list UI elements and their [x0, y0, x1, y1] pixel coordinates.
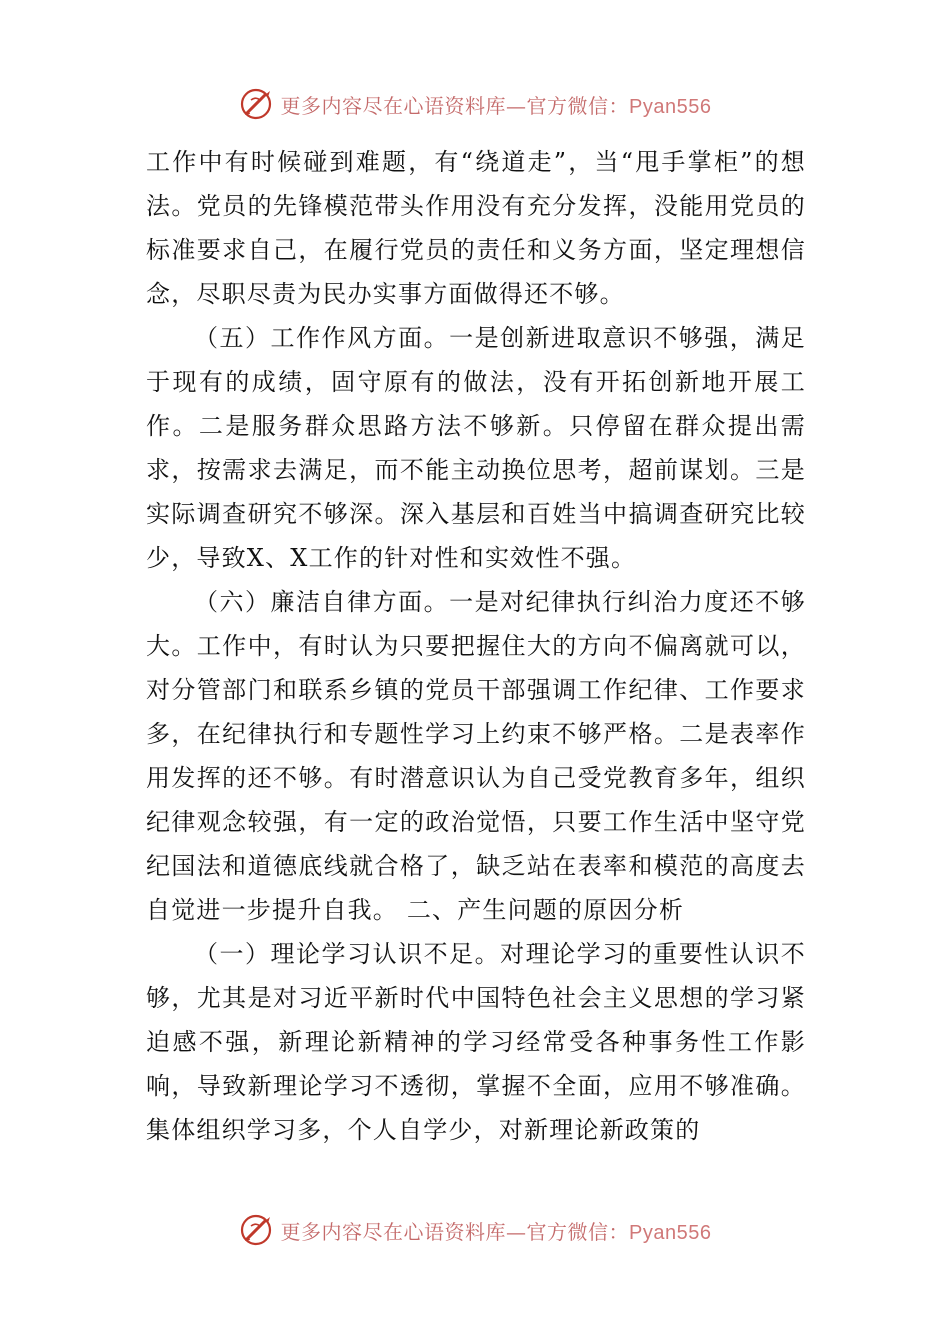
paragraph-continued: 工作中有时候碰到难题，有“绕道走”，当“甩手掌柜”的想法。党员的先锋模范带头作用没有充分发挥，没能用党员的标准要求自己，在履行党员的责任和义务方面，坚定理想信念，尽职尽责为民办实事方面做得还不够。	[146, 148, 806, 308]
footer-banner-label: 更多内容尽在心语资料库—官方微信：	[280, 1219, 630, 1244]
pen-logo-icon	[239, 86, 275, 122]
document-body	[146, 140, 806, 1152]
footer-wechat-id: Pyan556	[629, 1221, 712, 1244]
header-banner-text	[281, 90, 712, 119]
footer-banner-text	[281, 1216, 712, 1245]
header-banner-label: 更多内容尽在心语资料库—官方微信：	[280, 93, 630, 118]
paragraph-integrity: （六）廉洁自律方面。一是对纪律执行纠治力度还不够大。工作中，有时认为只要把握住大的方向不偏离就可以，对分管部门和联系乡镇的党员干部强调工作纪律、工作要求多，在纪律执行和专题性学习上约束不够严格。二是表率作用发挥的还不够。有时潜意识认为自己受党教育多年，组织纪律观念较强，有一定的政治觉悟，只要工作生活中坚守党纪国法和道德底线就合格了，缺乏站在表率和模范的高度去自觉进一步提升自我。 二、产生问题的原因分析	[146, 588, 806, 924]
footer-banner	[0, 1210, 950, 1250]
pen-logo-icon	[239, 1212, 275, 1248]
paragraph-work-style: （五）工作作风方面。一是创新进取意识不够强，满足于现有的成绩，固守原有的做法，没有开拓创新地开展工作。二是服务群众思路方法不够新。只停留在群众提出需求，按需求去满足，而不能主动换位思考，超前谋划。三是实际调查研究不够深。深入基层和百姓当中搞调查研究比较少，导致X、X工作的针对性和实效性不强。	[146, 324, 806, 572]
header-wechat-id: Pyan556	[629, 95, 712, 118]
header-banner	[0, 84, 950, 124]
paragraph-theory-study: （一）理论学习认识不足。对理论学习的重要性认识不够，尤其是对习近平新时代中国特色社会主义思想的学习紧迫感不强，新理论新精神的学习经常受各种事务性工作影响，导致新理论学习不透彻，掌握不全面，应用不够准确。集体组织学习多，个人自学少，对新理论新政策的	[146, 940, 806, 1144]
